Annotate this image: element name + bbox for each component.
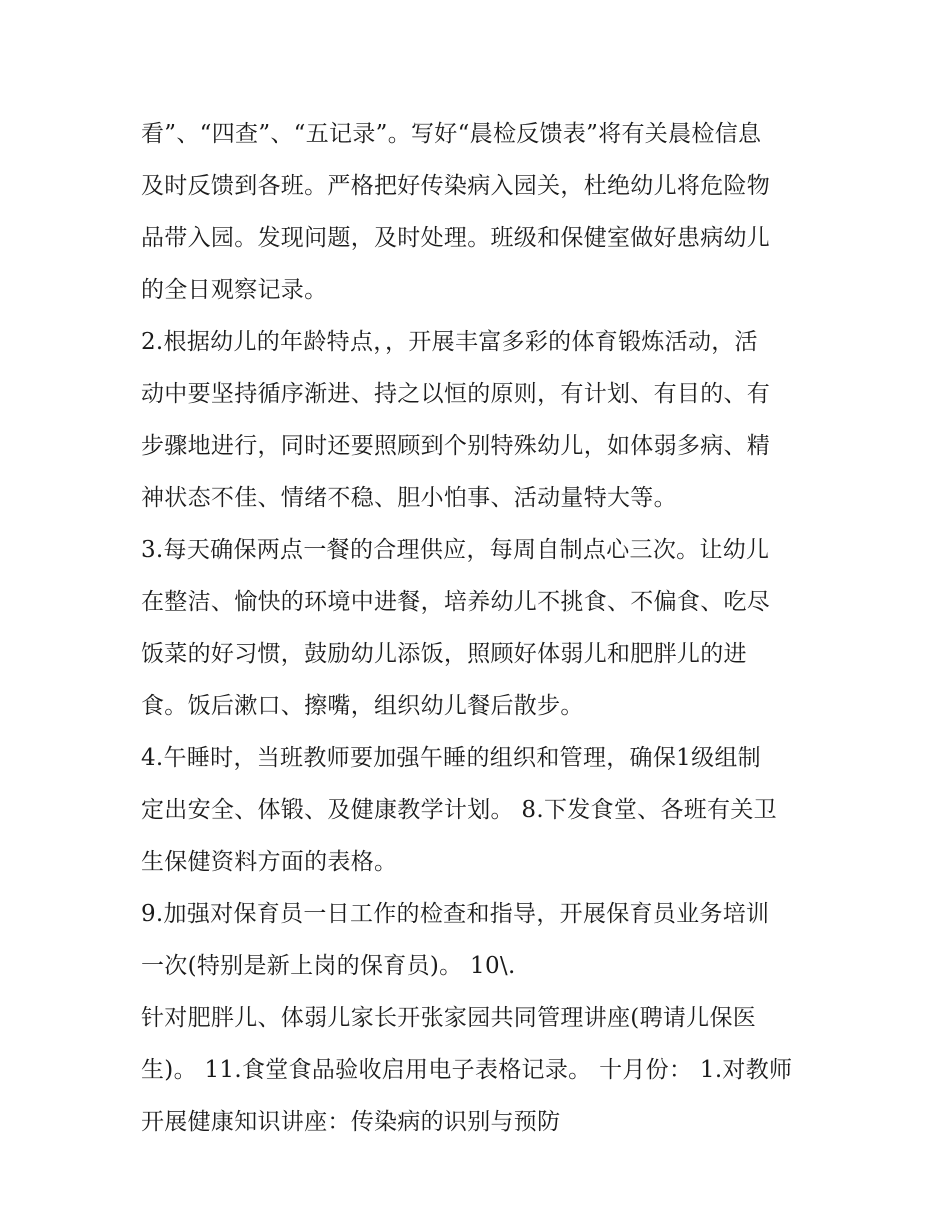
text-line: 定出安全、体锻、及健康教学计划。 8.下发食堂、各班有关卫 [141,797,777,823]
text-line: 一次(特别是新上岗的保育员)。 10\. [141,953,516,979]
text-line: 神状态不佳、情绪不稳、胆小怕事、活动量特大等。 [141,485,677,511]
text-line: 2.根据幼儿的年龄特点，，开展丰富多彩的体育锻炼活动，活 [141,329,758,355]
text-line: 品带入园。发现问题，及时处理。班级和保健室做好患病幼儿 [141,225,771,251]
text-line: 步骤地进行，同时还要照顾到个别特殊幼儿，如体弱多病、精 [141,433,771,459]
text-line: 在整洁、愉快的环境中进餐，培养幼儿不挑食、不偏食、吃尽 [141,589,771,615]
text-line: 生)。 11.食堂食品验收启用电子表格记录。 十月份： 1.对教师 [141,1057,793,1083]
text-line: 及时反馈到各班。严格把好传染病入园关，杜绝幼儿将危险物 [141,173,771,199]
text-line: 开展健康知识讲座：传染病的识别与预防 [141,1109,561,1135]
text-line: 针对肥胖儿、体弱儿家长开张家园共同管理讲座(聘请儿保医 [141,1005,757,1031]
text-line: 生保健资料方面的表格。 [141,849,398,875]
text-line: 的全日观察记录。 [141,277,328,303]
text-line: 3.每天确保两点一餐的合理供应，每周自制点心三次。让幼儿 [141,537,770,563]
text-line: 看”、“四查”、“五记录”。写好“晨检反馈表”将有关晨检信息 [141,121,762,147]
text-line: 饭菜的好习惯，鼓励幼儿添饭，照顾好体弱儿和肥胖儿的进 [141,641,747,667]
text-line: 食。饭后漱口、擦嘴，组织幼儿餐后散步。 [141,693,584,719]
document-body [141,108,821,1148]
text-line: 9.加强对保育员一日工作的检查和指导，开展保育员业务培训 [141,901,770,927]
text-line: 4.午睡时，当班教师要加强午睡的组织和管理，确保1级组制 [141,745,761,771]
text-line: 动中要坚持循序渐进、持之以恒的原则，有计划、有目的、有 [141,381,771,407]
